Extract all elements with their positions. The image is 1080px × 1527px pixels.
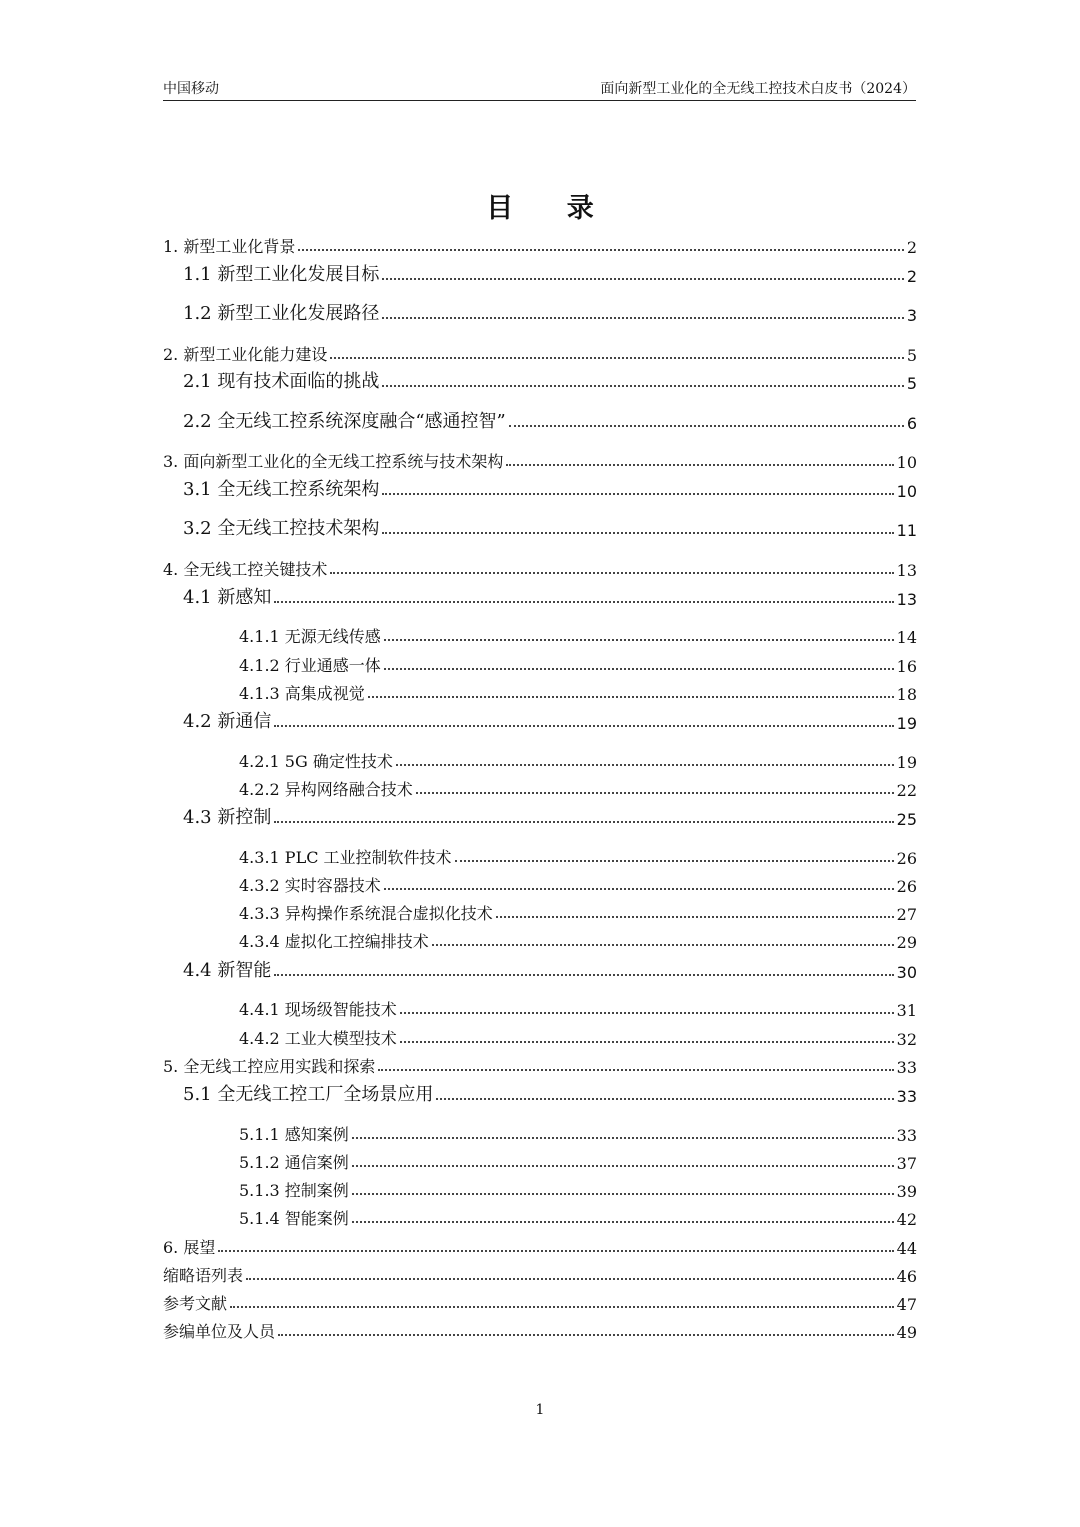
toc-leader-dots bbox=[368, 695, 894, 698]
toc-entry-page: 14 bbox=[896, 628, 917, 647]
toc-entry-page: 27 bbox=[896, 905, 917, 924]
toc-entry[interactable] bbox=[163, 341, 917, 365]
toc-entry[interactable] bbox=[239, 776, 917, 800]
toc-entry[interactable] bbox=[239, 844, 917, 868]
page-title: 目 录 bbox=[486, 193, 616, 224]
toc-entry-title: 1.1 新型工业化发展目标 bbox=[183, 264, 380, 285]
toc-leader-dots bbox=[400, 1011, 894, 1014]
toc-entry-title: 4.3 新控制 bbox=[183, 807, 272, 828]
toc-entry-title: 5.1.3 控制案例 bbox=[239, 1181, 349, 1200]
toc-entry[interactable] bbox=[239, 652, 917, 676]
toc-entry-title: 4.3.1 PLC 工业控制软件技术 bbox=[239, 848, 452, 867]
toc-entry[interactable] bbox=[163, 1318, 917, 1342]
toc-entry-page: 5 bbox=[906, 346, 917, 365]
toc-leader-dots bbox=[416, 791, 894, 794]
toc-entry[interactable] bbox=[239, 748, 917, 772]
toc-entry[interactable] bbox=[163, 233, 917, 257]
toc-leader-dots bbox=[382, 316, 903, 319]
toc-entry[interactable] bbox=[239, 623, 917, 647]
toc-entry-title: 4.2.1 5G 确定性技术 bbox=[239, 752, 393, 771]
toc-leader-dots bbox=[274, 600, 893, 603]
toc-entry-page: 39 bbox=[896, 1182, 917, 1201]
toc-leader-dots bbox=[378, 1068, 893, 1071]
toc-leader-dots bbox=[274, 973, 893, 976]
toc-entry[interactable] bbox=[163, 1262, 917, 1286]
toc-leader-dots bbox=[218, 1249, 893, 1252]
toc-leader-dots bbox=[384, 638, 894, 641]
toc-leader-dots bbox=[509, 424, 904, 427]
toc-entry-title: 5.1 全无线工控工厂全场景应用 bbox=[183, 1084, 434, 1105]
toc-entry-title: 4.2.2 异构网络融合技术 bbox=[239, 780, 413, 799]
toc-entry-page: 18 bbox=[896, 685, 917, 704]
toc-entry-title: 2.2 全无线工控系统深度融合“感通控智” bbox=[183, 411, 506, 432]
toc-entry-page: 26 bbox=[896, 877, 917, 896]
toc-entry[interactable] bbox=[183, 262, 917, 286]
toc-entry-page: 22 bbox=[896, 781, 917, 800]
toc-entry-page: 42 bbox=[896, 1210, 917, 1229]
toc-entry-page: 47 bbox=[896, 1295, 917, 1314]
toc-entry[interactable] bbox=[163, 448, 917, 472]
toc-entry[interactable] bbox=[239, 1149, 917, 1173]
toc-entry-page: 13 bbox=[896, 561, 917, 580]
toc-leader-dots bbox=[330, 356, 903, 359]
toc-leader-dots bbox=[352, 1136, 894, 1139]
toc-entry[interactable] bbox=[239, 928, 917, 952]
toc-entry[interactable] bbox=[183, 301, 917, 325]
toc-entry[interactable] bbox=[183, 958, 917, 982]
toc-entry-page: 46 bbox=[896, 1267, 917, 1286]
toc-entry[interactable] bbox=[183, 709, 917, 733]
toc-entry-title: 5.1.2 通信案例 bbox=[239, 1153, 349, 1172]
toc-entry[interactable] bbox=[239, 900, 917, 924]
toc-entry-page: 6 bbox=[906, 414, 917, 433]
toc-entry-title: 缩略语列表 bbox=[163, 1266, 244, 1285]
toc-entry-page: 30 bbox=[896, 963, 917, 982]
toc-entry-title: 2.1 现有技术面临的挑战 bbox=[183, 371, 380, 392]
toc-leader-dots bbox=[330, 571, 893, 574]
toc-entry-title: 4.4.1 现场级智能技术 bbox=[239, 1000, 397, 1019]
toc-entry-page: 31 bbox=[896, 1001, 917, 1020]
toc-entry[interactable] bbox=[183, 409, 917, 433]
toc-entry[interactable] bbox=[239, 1121, 917, 1145]
toc-entry-title: 1.2 新型工业化发展路径 bbox=[183, 303, 380, 324]
toc-entry-title: 2. 新型工业化能力建设 bbox=[163, 345, 328, 364]
toc-entry[interactable] bbox=[239, 1025, 917, 1049]
toc-entry[interactable] bbox=[183, 477, 917, 501]
toc-entry[interactable] bbox=[239, 1177, 917, 1201]
toc-entry-title: 4.2 新通信 bbox=[183, 711, 272, 732]
toc-entry-title: 4.3.4 虚拟化工控编排技术 bbox=[239, 932, 429, 951]
toc-entry-page: 13 bbox=[896, 590, 917, 609]
toc-leader-dots bbox=[384, 887, 894, 890]
toc-leader-dots bbox=[496, 915, 894, 918]
toc-entry-page: 16 bbox=[896, 657, 917, 676]
toc-entry[interactable] bbox=[183, 805, 917, 829]
toc-entry[interactable] bbox=[239, 872, 917, 896]
toc-entry[interactable] bbox=[183, 1082, 917, 1106]
toc-leader-dots bbox=[274, 724, 893, 727]
toc-entry-title: 3.1 全无线工控系统架构 bbox=[183, 479, 380, 500]
toc-leader-dots bbox=[436, 1097, 893, 1100]
toc-leader-dots bbox=[278, 1333, 894, 1336]
toc-entry-page: 49 bbox=[896, 1323, 917, 1342]
toc-entry-title: 4.3.2 实时容器技术 bbox=[239, 876, 381, 895]
toc-entry-title: 参考文献 bbox=[163, 1294, 228, 1313]
toc-entry-title: 4.1 新感知 bbox=[183, 587, 272, 608]
toc-leader-dots bbox=[352, 1164, 894, 1167]
toc-entry-page: 33 bbox=[896, 1087, 917, 1106]
toc-entry-title: 6. 展望 bbox=[163, 1238, 216, 1257]
toc-entry-page: 33 bbox=[896, 1058, 917, 1077]
toc-entry[interactable] bbox=[183, 369, 917, 393]
toc-entry-page: 25 bbox=[896, 810, 917, 829]
toc-entry-page: 32 bbox=[896, 1030, 917, 1049]
toc-entry-page: 19 bbox=[896, 753, 917, 772]
toc-entry-page: 2 bbox=[906, 267, 917, 286]
toc-leader-dots bbox=[298, 248, 903, 251]
toc-leader-dots bbox=[400, 1040, 894, 1043]
toc-entry-page: 5 bbox=[906, 374, 917, 393]
toc-entry-page: 26 bbox=[896, 849, 917, 868]
toc-leader-dots bbox=[274, 820, 893, 823]
toc-entry-title: 参编单位及人员 bbox=[163, 1322, 276, 1341]
toc-leader-dots bbox=[396, 763, 894, 766]
toc-leader-dots bbox=[246, 1277, 894, 1280]
toc-entry[interactable] bbox=[183, 585, 917, 609]
toc-leader-dots bbox=[382, 531, 893, 534]
toc-entry-page: 37 bbox=[896, 1154, 917, 1173]
toc-entry-page: 10 bbox=[896, 453, 917, 472]
toc-entry[interactable] bbox=[239, 1205, 917, 1229]
toc-entry[interactable] bbox=[239, 680, 917, 704]
toc-entry-page: 44 bbox=[896, 1239, 917, 1258]
toc-entry-title: 5. 全无线工控应用实践和探索 bbox=[163, 1057, 376, 1076]
toc-leader-dots bbox=[382, 277, 903, 280]
toc-entry-title: 4.1.3 高集成视觉 bbox=[239, 684, 365, 703]
toc-leader-dots bbox=[382, 492, 893, 495]
toc-entry-page: 19 bbox=[896, 714, 917, 733]
toc-leader-dots bbox=[352, 1192, 894, 1195]
toc-entry-title: 4.3.3 异构操作系统混合虚拟化技术 bbox=[239, 904, 493, 923]
toc-entry-title: 4. 全无线工控关键技术 bbox=[163, 560, 328, 579]
toc-entry-title: 3.2 全无线工控技术架构 bbox=[183, 518, 380, 539]
toc-entry[interactable] bbox=[163, 1053, 917, 1077]
toc-leader-dots bbox=[506, 463, 893, 466]
toc-entry-title: 5.1.1 感知案例 bbox=[239, 1125, 349, 1144]
toc-entry[interactable] bbox=[239, 996, 917, 1020]
toc-entry-page: 3 bbox=[906, 306, 917, 325]
toc-entry-title: 5.1.4 智能案例 bbox=[239, 1209, 349, 1228]
toc-entry-page: 29 bbox=[896, 933, 917, 952]
toc-entry-title: 4.4.2 工业大模型技术 bbox=[239, 1029, 397, 1048]
toc-entry[interactable] bbox=[163, 1290, 917, 1314]
toc-entry-page: 11 bbox=[896, 521, 917, 540]
toc-leader-dots bbox=[384, 667, 894, 670]
toc-entry-page: 2 bbox=[906, 238, 917, 257]
toc-entry[interactable] bbox=[183, 516, 917, 540]
toc-leader-dots bbox=[455, 859, 894, 862]
toc-entry-title: 1. 新型工业化背景 bbox=[163, 237, 296, 256]
toc-entry[interactable] bbox=[163, 1234, 917, 1258]
toc-entry-page: 33 bbox=[896, 1126, 917, 1145]
page-number: 1 bbox=[535, 1402, 545, 1418]
toc-entry-title: 4.1.2 行业通感一体 bbox=[239, 656, 381, 675]
toc-leader-dots bbox=[432, 943, 894, 946]
page-header bbox=[163, 76, 916, 101]
toc-entry[interactable] bbox=[163, 556, 917, 580]
toc-entry-title: 4.4 新智能 bbox=[183, 960, 272, 981]
toc-entry-title: 3. 面向新型工业化的全无线工控系统与技术架构 bbox=[163, 452, 504, 471]
toc-leader-dots bbox=[382, 384, 903, 387]
header-org: 中国移动 bbox=[163, 81, 219, 97]
header-doc-title: 面向新型工业化的全无线工控技术白皮书（2024） bbox=[600, 81, 916, 97]
toc-entry-page: 10 bbox=[896, 482, 917, 501]
toc-leader-dots bbox=[230, 1305, 894, 1308]
toc-leader-dots bbox=[352, 1220, 894, 1223]
toc-entry-title: 4.1.1 无源无线传感 bbox=[239, 627, 381, 646]
